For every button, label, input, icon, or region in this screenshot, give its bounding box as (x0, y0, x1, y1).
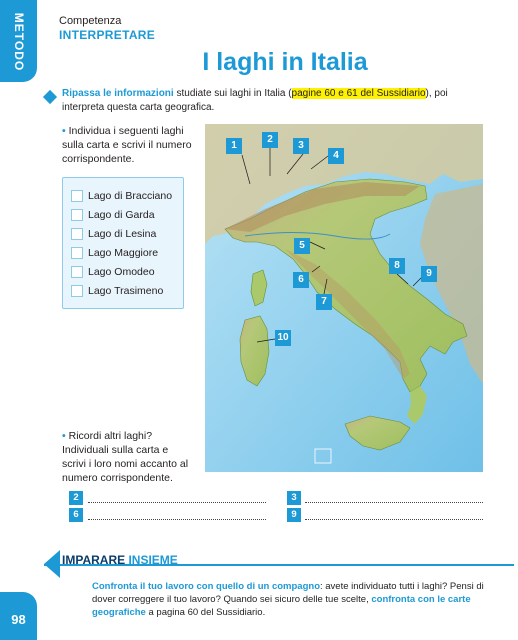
question-1: • Individua i seguenti laghi sulla carta e scrivi il numero corrispondente. (62, 125, 192, 165)
map-label-9: 9 (421, 266, 437, 282)
competence-type: INTERPRETARE (59, 28, 156, 42)
answer-blank[interactable] (71, 190, 83, 202)
map-label-1: 1 (226, 138, 242, 154)
list-item[interactable]: Lago Omodeo (71, 266, 155, 278)
page-title: I laghi in Italia (202, 48, 368, 76)
answer-blank[interactable] (71, 266, 83, 278)
answer-line[interactable] (88, 519, 266, 520)
question-2: • Ricordi altri laghi? Individuali sulla carta e scrivi i loro nomi accanto al numero corrispondente. (62, 430, 189, 484)
map-label-7: 7 (316, 294, 332, 310)
map-label-6: 6 (293, 272, 309, 288)
answer-number: 6 (69, 508, 83, 522)
page-number: 98 (11, 612, 26, 627)
map-label-2: 2 (262, 132, 278, 148)
italy-map (205, 124, 483, 472)
answer-blank[interactable] (71, 247, 83, 259)
map-label-5: 5 (294, 238, 310, 254)
map-label-4: 4 (328, 148, 344, 164)
list-item[interactable]: Lago Maggiore (71, 247, 158, 259)
imparare-insieme-text: Confronta il tuo lavoro con quello di un compagno: avete individuato tutti i laghi? Pensi di dover correggere il tuo lavoro? Quando sei sicuro delle tue scelte, confronta con le carte geografiche a pagina 60 del Sussidiario. (92, 581, 484, 618)
map-label-3: 3 (293, 138, 309, 154)
answer-blank[interactable] (71, 228, 83, 240)
map-label-10: 10 (275, 330, 291, 346)
answer-number: 3 (287, 491, 301, 505)
answer-line[interactable] (305, 519, 483, 520)
list-item[interactable]: Lago Trasimeno (71, 285, 163, 297)
lake-list (62, 177, 184, 309)
answer-number: 9 (287, 508, 301, 522)
list-item[interactable]: Lago di Lesina (71, 228, 156, 240)
list-item[interactable]: Lago di Garda (71, 209, 155, 221)
imparare-insieme-label: IMPARARE INSIEME (62, 553, 178, 567)
diamond-bullet-icon (43, 90, 57, 104)
competence-label: Competenza (59, 15, 122, 27)
map-label-8: 8 (389, 258, 405, 274)
list-item[interactable]: Lago di Bracciano (71, 190, 172, 202)
answer-blank[interactable] (71, 285, 83, 297)
instruction-text: Ripassa le informazioni studiate sui laghi in Italia (pagine 60 e 61 del Sussidiario), poi interpreta questa carta geografica. (62, 88, 448, 113)
answer-number: 2 (69, 491, 83, 505)
answer-line[interactable] (305, 502, 483, 503)
side-tab-label: METODO (11, 12, 26, 72)
map-graphic (205, 124, 483, 472)
answer-line[interactable] (88, 502, 266, 503)
answer-blank[interactable] (71, 209, 83, 221)
